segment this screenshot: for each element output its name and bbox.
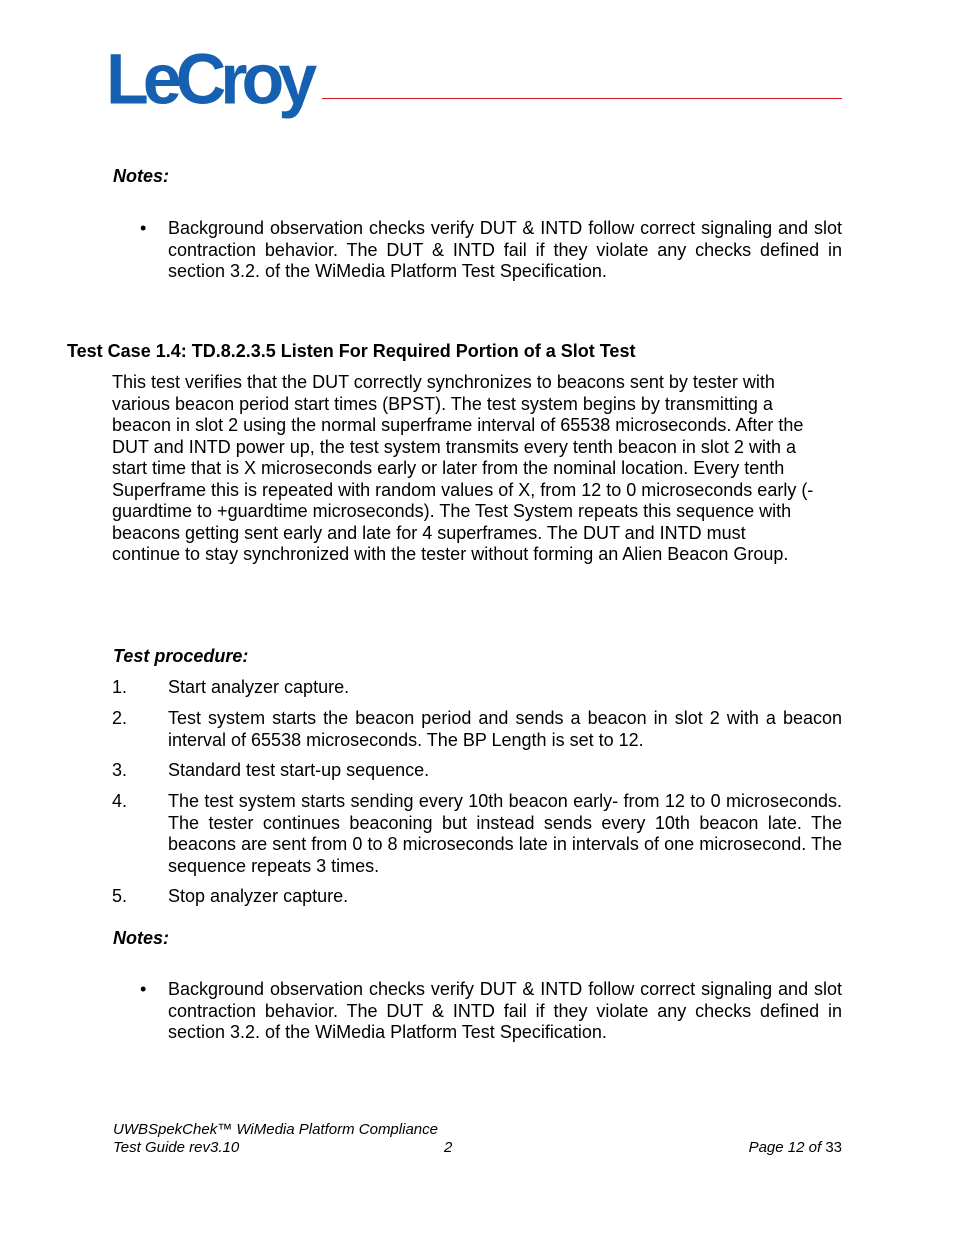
page-prefix: Page 12 of: [748, 1139, 822, 1156]
test-case-description: [112, 372, 842, 566]
procedure-heading: Test procedure:: [113, 646, 249, 666]
description-line: guardtime to +guardtime microseconds). The Test System repeats this sequence with: [112, 501, 792, 521]
description-line: beacon in slot 2 using the normal superframe interval of 65538 microseconds. After the: [112, 415, 804, 435]
step-text: Test system starts the beacon period and sends a beacon in slot 2 with a beacon interval of 65538 microseconds. The BP Length is set to 12.: [168, 708, 842, 750]
step-number: 3.: [112, 760, 128, 780]
step-text: Stop analyzer capture.: [168, 886, 349, 906]
step-text: Start analyzer capture.: [168, 677, 350, 697]
notes-bullet-text: Background observation checks verify DUT & INTD follow correct signaling and slot contraction behavior. The DUT & INTD fail if they violate any checks defined in section 3.2. of the WiMedia Platform Test Specification.: [168, 218, 842, 281]
description-line: DUT and INTD power up, the test system transmits every tenth beacon in slot 2 with a: [112, 436, 796, 457]
test-case-title: Test Case 1.4: TD.8.2.3.5 Listen For Required Portion of a Slot Test: [67, 341, 636, 361]
footer-doc-title: [113, 1121, 438, 1157]
footer-center-number: 2: [444, 1139, 453, 1156]
lecroy-logo: LeCroy: [106, 39, 312, 119]
step-text: The test system starts sending every 10th beacon early- from 12 to 0 microseconds. The tester continues beaconing but instead sends every 10th beacon late. The beacons are sent from 0 to 8 microseconds late in intervals of one microsecond. The sequence repeats 3 times.: [168, 791, 842, 876]
footer-doc-line: UWBSpekChek™ WiMedia Platform Compliance: [113, 1121, 438, 1138]
notes-bullet-text: Background observation checks verify DUT & INTD follow correct signaling and slot contraction behavior. The DUT & INTD fail if they violate any checks defined in section 3.2. of the WiMedia Platform Test Specification.: [168, 979, 842, 1042]
bullet-icon: •: [140, 218, 147, 238]
footer-doc-line: Test Guide rev3.10: [113, 1139, 240, 1156]
description-line: start time that is X microseconds early or later from the nominal location. Every tenth: [112, 458, 785, 478]
description-line: Superframe this is repeated with random values of X, from 12 to 0 microseconds early (-: [112, 479, 814, 500]
notes-heading-top: Notes:: [113, 166, 170, 186]
description-line: various beacon period start times (BPST). The test system begins by transmitting a: [112, 393, 773, 414]
page-total: 33: [825, 1139, 842, 1156]
description-line: beacons getting sent early and late for 4 superframes. The DUT and INTD must: [112, 522, 746, 543]
description-line: continue to stay synchronized with the tester without forming an Alien Beacon Group.: [112, 544, 789, 564]
header-rule: [322, 98, 842, 99]
step-number: 2.: [112, 708, 128, 728]
step-text: Standard test start-up sequence.: [168, 760, 430, 780]
step-number: 4.: [112, 791, 128, 811]
step-number: 5.: [112, 886, 128, 906]
notes-heading-bottom: Notes:: [113, 928, 170, 948]
step-number: 1.: [112, 677, 128, 697]
description-line: This test verifies that the DUT correctly synchronizes to beacons sent by tester with: [112, 372, 775, 392]
footer-page-number: [749, 1139, 842, 1157]
bullet-icon: •: [140, 979, 147, 999]
